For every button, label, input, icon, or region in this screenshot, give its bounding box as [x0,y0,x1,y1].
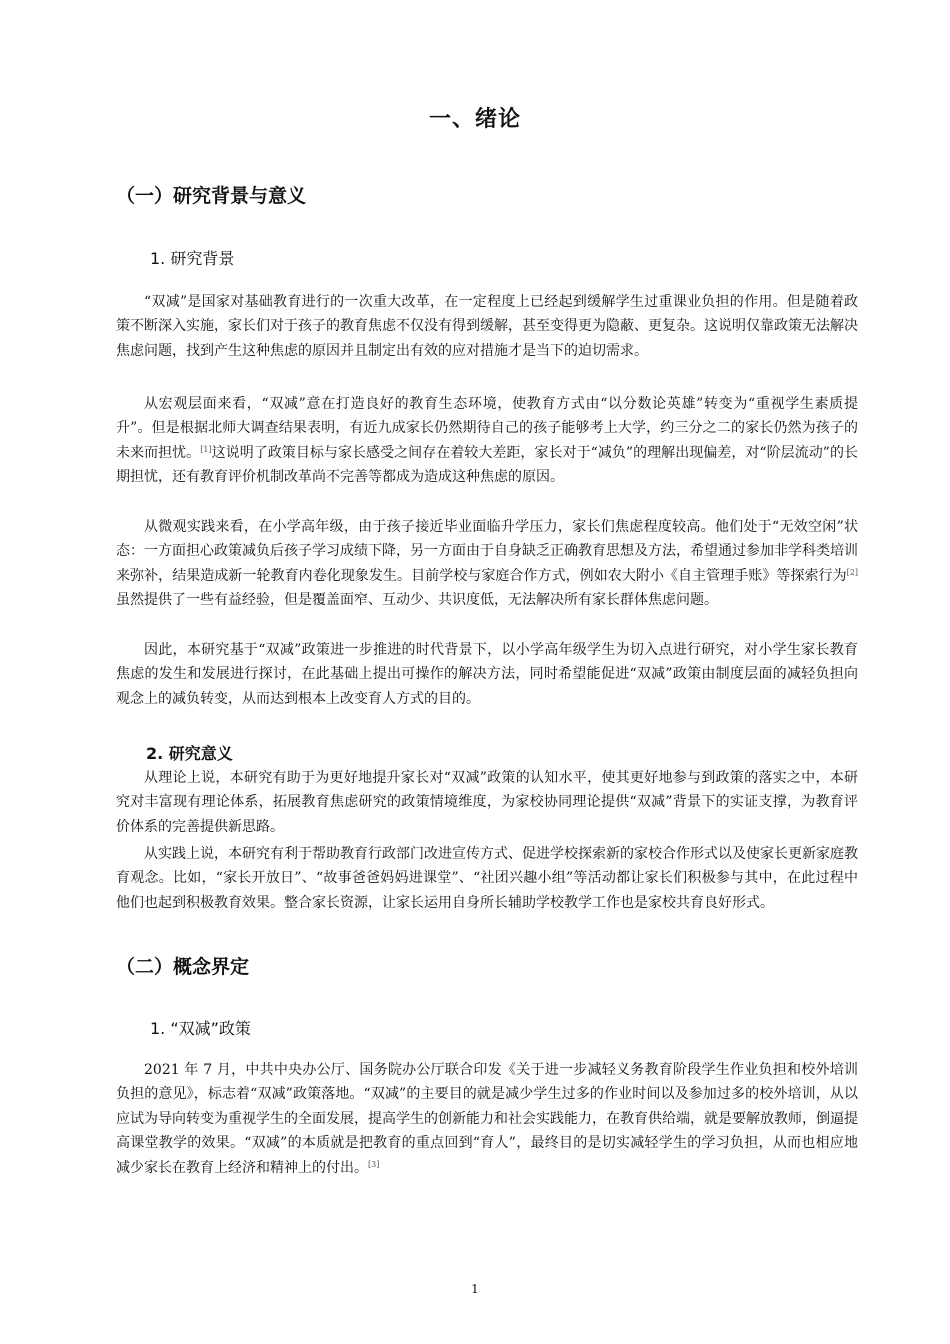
chapter-title: 一、绪论 [428,107,521,132]
section-1-title: （一）研究背景与意义 [116,185,307,207]
citation-1[interactable]: [1] [200,444,212,454]
subsection-double-reduction-title: 1. “双减”政策 [150,1019,251,1038]
paragraph-double-reduction-policy: 2021 年 7 月，中共中央办公厅、国务院办公厅联合印发《关于进一步减轻义务教育阶段学生作业负担和校外培训负担的意见》，标志着“双减”政策落地。“双减”的主要目的就是减少学生过多的作业时间以及参加过多的校外培训，从以应试为导向转变为重视学生的全面发展，提高学生的创新能力和社会实践能力，在教育供给端，就是要解放教师，倒逼提高课堂教学的效果。“双减”的本质就是把教育的重点回到“育人”，最终目的是切实减轻学生的学习负担，从而也相应地减少家长在教育上经济和精神上的付出。[3] [116,1062,858,1176]
page-number: 1 [471,1282,479,1296]
paragraph-background-1: “双减”是国家对基础教育进行的一次重大改革，在一定程度上已经起到缓解学生过重课业负担的作用。但是随着政策不断深入实施，家长们对于孩子的教育焦虑不仅没有得到缓解，甚至变得更为隐蔽、更复杂。这说明仅靠政策无法解决焦虑问题，找到产生这种焦虑的原因并且制定出有效的应对措施才是当下的迫切需求。 [116,294,858,359]
paragraph-background-conclusion: 因此，本研究基于“双减”政策进一步推进的时代背景下，以小学高年级学生为切入点进行研究，对小学生家长教育焦虑的发生和发展进行探讨，在此基础上提出可操作的解决方法，同时希望能促进“双减”政策由制度层面的减轻负担向观念上的减负转变，从而达到根本上改变育人方式的目的。 [116,642,858,707]
citation-2[interactable]: [2] [846,567,858,577]
paragraph-significance-practice: 从实践上说，本研究有利于帮助教育行政部门改进宣传方式、促进学校探索新的家校合作形式以及使家长更新家庭教育观念。比如，“家长开放日”、“故事爸爸妈妈进课堂”、“社团兴趣小组”等活动都让家长们积极参与其中，在此过程中他们也起到积极教育效果。整合家长资源，让家长运用自身所长辅助学校教学工作也是家校共育良好形式。 [116,846,858,911]
paragraph-background-micro: 从微观实践来看，在小学高年级，由于孩子接近毕业面临升学压力，家长们焦虑程度较高。他们处于“无效空闲”状态：一方面担心政策减负后孩子学习成绩下降，另一方面由于自身缺乏正确教育思想及方法，希望通过参加非学科类培训来弥补，结果造成新一轮教育内卷化现象发生。目前学校与家庭合作方式，例如农大附小《自主管理手账》等探索行为[2]虽然提供了一些有益经验，但是覆盖面窄、互动少、共识度低，无法解决所有家长群体焦虑问题。 [116,519,858,609]
subsection-research-significance-title: 2. 研究意义 [146,744,233,763]
paragraph-background-macro: 从宏观层面来看，“双减”意在打造良好的教育生态环境，使教育方式由“以分数论英雄”转变为“重视学生素质提升”。但是根据北师大调查结果表明，有近九成家长仍然期待自己的孩子能够考上大学，约三分之二的家长仍然为孩子的未来而担忧。[1]这说明了政策目标与家长感受之间存在着较大差距，家长对于“减负”的理解出现偏差，对“阶层流动”的长期担忧，还有教育评价机制改革尚不完善等都成为造成这种焦虑的原因。 [116,396,858,486]
paragraph-significance-theory: 从理论上说，本研究有助于为更好地提升家长对“双减”政策的认知水平，使其更好地参与到政策的落实之中，本研究对丰富现有理论体系，拓展教育焦虑研究的政策情境维度，为家校协同理论提供“双减”背景下的实证支撑，为教育评价体系的完善提供新思路。 [116,770,858,835]
citation-3[interactable]: [3] [368,1159,380,1169]
section-2-title: （二）概念界定 [116,956,250,978]
subsection-research-background-title: 1. 研究背景 [150,249,235,268]
